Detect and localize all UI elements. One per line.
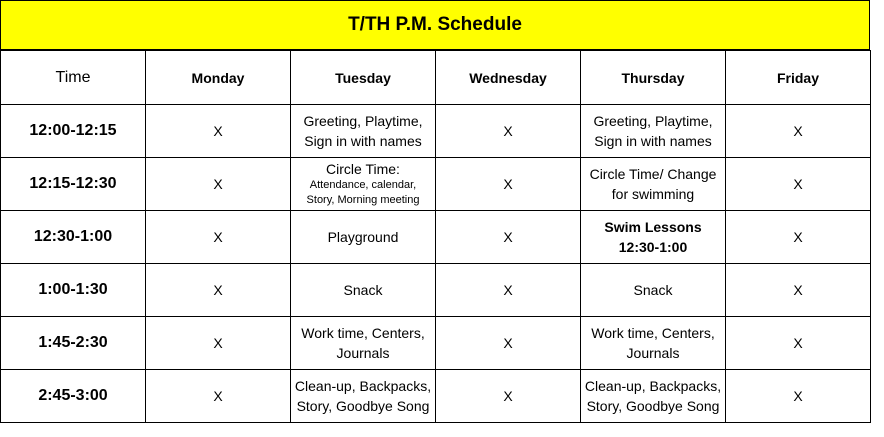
monday-cell: X <box>146 211 291 264</box>
thursday-cell <box>581 370 726 423</box>
cell-line: Journals <box>626 345 680 361</box>
monday-cell: X <box>146 264 291 317</box>
table-row <box>1 370 871 423</box>
table-row <box>1 158 871 211</box>
friday-cell: X <box>726 105 871 158</box>
header-wednesday: Wednesday <box>436 51 581 105</box>
friday-cell: X <box>726 370 871 423</box>
table-row <box>1 264 871 317</box>
cell-line: Circle Time/ Change <box>589 166 717 182</box>
tuesday-cell <box>291 158 436 211</box>
time-slot: 12:15-12:30 <box>1 158 146 211</box>
time-slot: 1:00-1:30 <box>1 264 146 317</box>
time-slot: 1:45-2:30 <box>1 317 146 370</box>
cell-line: Sign in with names <box>594 133 712 149</box>
cell-subline: Story, Morning meeting <box>306 193 420 206</box>
thursday-cell <box>581 158 726 211</box>
monday-cell: X <box>146 105 291 158</box>
table-row <box>1 317 871 370</box>
wednesday-cell: X <box>436 211 581 264</box>
tuesday-cell: Playground <box>291 211 436 264</box>
cell-subline: Attendance, calendar, <box>309 178 417 191</box>
thursday-cell <box>581 211 726 264</box>
friday-cell: X <box>726 317 871 370</box>
monday-cell: X <box>146 158 291 211</box>
cell-line: Greeting, Playtime, <box>303 113 423 129</box>
cell-line: Greeting, Playtime, <box>593 113 713 129</box>
header-thursday: Thursday <box>581 51 726 105</box>
wednesday-cell: X <box>436 370 581 423</box>
cell-line: Sign in with names <box>304 133 422 149</box>
wednesday-cell: X <box>436 264 581 317</box>
schedule-table <box>0 50 871 423</box>
wednesday-cell: X <box>436 158 581 211</box>
cell-line: Journals <box>336 345 390 361</box>
cell-line: for swimming <box>611 186 695 202</box>
tuesday-cell: Snack <box>291 264 436 317</box>
cell-line: Work time, Centers, <box>301 325 425 341</box>
table-row <box>1 105 871 158</box>
cell-line: Story, Goodbye Song <box>296 398 430 414</box>
friday-cell: X <box>726 211 871 264</box>
schedule-title: T/TH P.M. Schedule <box>0 0 870 50</box>
cell-line: Clean-up, Backpacks, <box>294 378 432 394</box>
friday-cell: X <box>726 264 871 317</box>
cell-line: 12:30-1:00 <box>618 239 688 255</box>
time-slot: 12:00-12:15 <box>1 105 146 158</box>
cell-line: Work time, Centers, <box>591 325 715 341</box>
header-time: Time <box>1 51 146 105</box>
cell-line: Clean-up, Backpacks, <box>584 378 722 394</box>
tuesday-cell <box>291 105 436 158</box>
table-row <box>1 211 871 264</box>
monday-cell: X <box>146 317 291 370</box>
header-monday: Monday <box>146 51 291 105</box>
thursday-cell <box>581 105 726 158</box>
wednesday-cell: X <box>436 317 581 370</box>
time-slot: 12:30-1:00 <box>1 211 146 264</box>
header-friday: Friday <box>726 51 871 105</box>
monday-cell: X <box>146 370 291 423</box>
header-row <box>1 51 871 105</box>
thursday-cell <box>581 317 726 370</box>
cell-line: Circle Time: <box>326 160 400 177</box>
cell-line: Story, Goodbye Song <box>586 398 720 414</box>
thursday-cell: Snack <box>581 264 726 317</box>
tuesday-cell <box>291 370 436 423</box>
header-tuesday: Tuesday <box>291 51 436 105</box>
friday-cell: X <box>726 158 871 211</box>
cell-line: Swim Lessons <box>604 219 702 235</box>
time-slot: 2:45-3:00 <box>1 370 146 423</box>
wednesday-cell: X <box>436 105 581 158</box>
tuesday-cell <box>291 317 436 370</box>
